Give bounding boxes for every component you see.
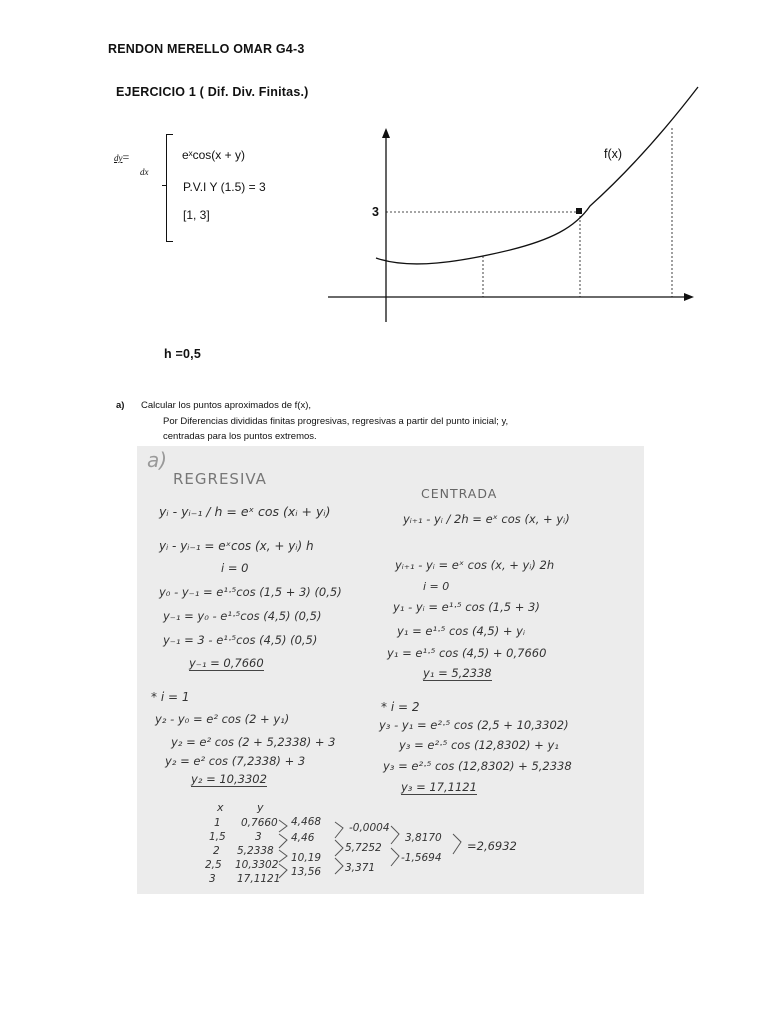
centrada-result: y₁ = 5,2338	[423, 666, 492, 680]
centrada-line-1: yᵢ₊₁ - yᵢ / 2h = eˣ cos (x, + yᵢ)	[403, 512, 570, 526]
author-name: RENDON MERELLO OMAR G4-3	[108, 42, 305, 56]
step-i1-line-3: y₂ = e² cos (7,2338) + 3	[165, 754, 306, 768]
table-diff-2: 5,7252	[345, 842, 382, 854]
regresiva-line-2: yᵢ - yᵢ₋₁ = eˣcos (x, + yᵢ) h	[159, 539, 314, 553]
table-diff-1: 4,468	[291, 816, 322, 828]
regresiva-line-5: y₋₁ = y₀ - e¹·⁵cos (4,5) (0,5)	[163, 609, 322, 623]
table-diff-3: -1,5694	[401, 852, 442, 864]
dx-denominator: dx	[140, 167, 149, 177]
step-i2-label: * i = 2	[381, 700, 420, 714]
table-y: 5,2338	[237, 845, 274, 857]
regresiva-line-6: y₋₁ = 3 - e¹·⁵cos (4,5) (0,5)	[163, 633, 318, 647]
interval: [1, 3]	[183, 208, 210, 222]
table-brackets	[277, 816, 477, 886]
regresiva-result: y₋₁ = 0,7660	[189, 656, 264, 670]
table-y: 0,7660	[241, 817, 278, 829]
scan-section-label: a)	[147, 448, 168, 472]
centrada-line-6: y₁ = e¹·⁵ cos (4,5) + 0,7660	[387, 646, 547, 660]
initial-value: P.V.I Y (1.5) = 3	[183, 180, 266, 194]
centrada-title: CENTRADA	[421, 486, 498, 501]
step-i2-line-2: y₃ = e²·⁵ cos (12,8302) + y₁	[399, 738, 559, 752]
step-i2-result: y₃ = 17,1121	[401, 780, 477, 794]
table-diff-1: 10,19	[291, 852, 322, 864]
step-i1-label: * i = 1	[151, 690, 190, 704]
table-y: 17,1121	[237, 873, 281, 885]
centrada-line-5: y₁ = e¹·⁵ cos (4,5) + yᵢ	[397, 624, 526, 638]
step-i2-line-3: y₃ = e²·⁵ cos (12,8302) + 5,2338	[383, 759, 572, 773]
exercise-title: EJERCICIO 1 ( Dif. Div. Finitas.)	[116, 85, 309, 99]
curve-label: f(x)	[604, 147, 623, 161]
regresiva-line-4: y₀ - y₋₁ = e¹·⁵cos (1,5 + 3) (0,5)	[159, 585, 342, 599]
table-header-x: x	[217, 801, 224, 814]
table-x: 2,5	[205, 859, 222, 871]
regresiva-line-3: i = 0	[221, 561, 249, 575]
function-graph	[300, 70, 720, 340]
question-line-3: centradas para los puntos extremos.	[163, 431, 317, 442]
system-brace	[166, 134, 173, 242]
table-diff-1: 13,56	[291, 866, 322, 878]
table-diff-2: -0,0004	[349, 822, 390, 834]
table-x: 3	[209, 873, 216, 885]
dy-numerator: dy=	[114, 150, 130, 164]
initial-point	[576, 208, 582, 214]
regresiva-line-1: yᵢ - yᵢ₋₁ / h = eˣ cos (xᵢ + yᵢ)	[159, 504, 331, 519]
y-tick-label: 3	[372, 205, 379, 219]
curve-fx	[376, 87, 698, 264]
centrada-line-4: y₁ - yᵢ = e¹·⁵ cos (1,5 + 3)	[393, 600, 540, 614]
centrada-line-2: yᵢ₊₁ - yᵢ = eˣ cos (x, + yᵢ) 2h	[395, 558, 555, 572]
x-axis-arrow	[684, 293, 694, 301]
centrada-line-3: i = 0	[423, 580, 450, 593]
y-axis-arrow	[382, 128, 390, 138]
step-i2-line-1: y₃ - y₁ = e²·⁵ cos (2,5 + 10,3302)	[379, 718, 569, 732]
table-x: 1,5	[209, 831, 226, 843]
regresiva-title: REGRESIVA	[173, 470, 267, 488]
table-diff-1: 4,46	[291, 832, 315, 844]
question-marker: a)	[116, 400, 125, 411]
handwritten-scan	[137, 446, 644, 894]
step-i1-line-1: y₂ - y₀ = e² cos (2 + y₁)	[155, 712, 290, 726]
step-size: h =0,5	[164, 347, 201, 361]
question-line-1: Calcular los puntos aproximados de f(x),	[141, 400, 312, 411]
step-i1-result: y₂ = 10,3302	[191, 772, 267, 786]
table-y: 10,3302	[235, 859, 279, 871]
brace-tip	[162, 185, 166, 186]
table-diff-3: 3,8170	[405, 832, 442, 844]
table-y: 3	[255, 831, 262, 843]
table-diff-4: =2,6932	[467, 839, 517, 853]
table-diff-2: 3,371	[345, 862, 376, 874]
question-line-2: Por Diferencias divididas finitas progresivas, regresivas a partir del punto inicial; y,	[163, 416, 509, 427]
table-header-y: y	[257, 801, 264, 814]
ode-rhs: eˣcos(x + y)	[182, 148, 245, 162]
table-x: 1	[214, 817, 221, 829]
step-i1-line-2: y₂ = e² cos (2 + 5,2338) + 3	[171, 735, 336, 749]
table-x: 2	[213, 845, 220, 857]
